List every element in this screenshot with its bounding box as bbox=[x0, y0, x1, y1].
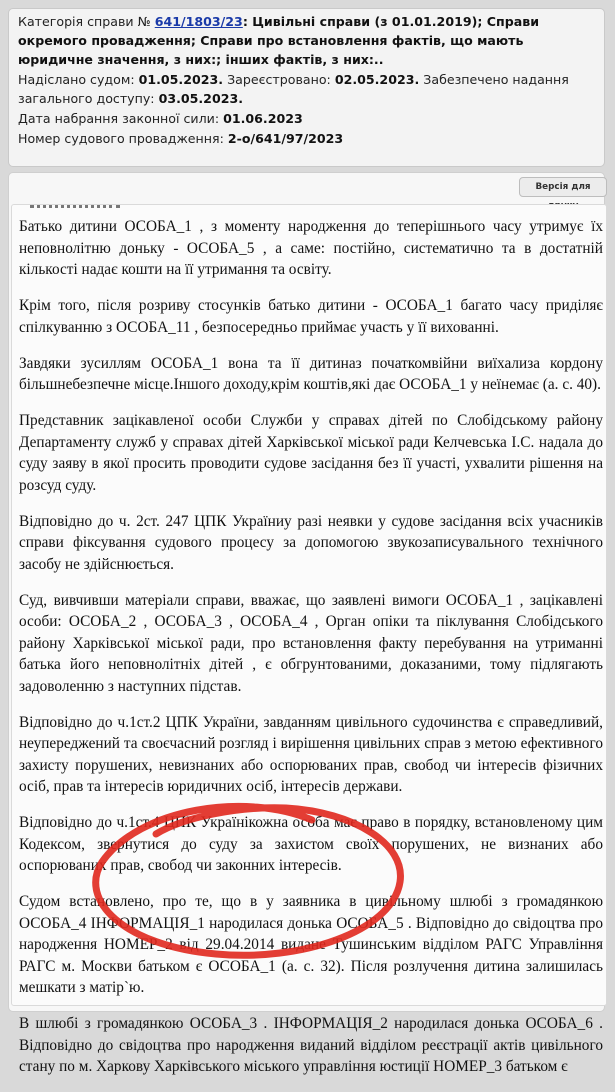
paragraph: Суд, вивчивши матеріали справи, вважає, що заявлені вимоги ОСОБА_1 , зацікавлені особи: ОСОБА_2 , ОСОБА_3 , ОСОБА_4 , Орган опіки та піклування Слобідського району Харківської міської ради, про встановлення факту перебування на утриманні батька його неповнолітніх дітей , є обгрунтованими, доказаними, тому підлягають задоволенню з наступних підстав. bbox=[19, 591, 603, 695]
clipped-text-fragment bbox=[30, 205, 120, 212]
paragraph: Відповідно до ч.1ст.2 ЦПК України, завданням цивільного судочинства є справедливий, неупереджений та своєчасний розгляд і вирішення цивільних справ з метою ефективного захисту порушених, невизнаних або оспорюваних прав, свобод чи інтересів фізичних осіб, прав та інтересів юридичних осіб, інтересів держави. bbox=[19, 713, 603, 795]
proceeding-number-line: Номер судового провадження: 2-о/641/97/2023 bbox=[18, 131, 344, 146]
document-body bbox=[19, 216, 603, 1092]
effective-date-line: Дата набрання законної сили: 01.06.2023 bbox=[18, 111, 303, 126]
case-meta bbox=[18, 12, 602, 149]
document-text-frame bbox=[11, 204, 607, 1075]
print-version-button[interactable]: Версія для bbox=[519, 177, 607, 197]
paragraph: Відповідно до ч.1ст.4 ЦПК Українікожна особа має право в порядку, встановленому цим Кодексом, звернутися до суду за захистом своїх порушених, не визнаних або оспорюваних прав, свобод чи законних інтересів. bbox=[19, 814, 603, 874]
paragraph: Завдяки зусиллям ОСОБА_1 вона та її дитиназ початкомвійни виїхализа кордону більшнебезпечне місце.Іншого доходу,крім коштів,які дає ОСОБА_1 у неїнемає (а. с. 40). bbox=[19, 354, 603, 393]
category-line: Категорія справи № 641/1803/23: Цивільні справи (з 01.01.2019); Справи окремого провадження; Справи про встановлення фактів, що мають юридичне значення, з них:; інших фактів, з них:.. bbox=[18, 14, 540, 67]
paragraph: Судом встановлено, про те, що в у заявника в цивільному шлюбі з громадянкою ОСОБА_4 ІНФОРМАЦІЯ_1 народилася донька ОСОБА_5 . Відповідно до свідоцтва про народження НОМЕР_2 від 29.04.2014 видане Тушинським відділом РАГС Управління РАГС м. Москви батьком є ОСОБА_1 (а. с. 32). Після розлучення дитина залишилась мешкати з матір`ю. bbox=[19, 893, 603, 996]
case-number-link[interactable]: 641/1803/23 bbox=[154, 14, 243, 29]
paragraph: В шлюбі з громадянкою ОСОБА_3 . ІНФОРМАЦІЯ_2 народилася донька ОСОБА_6 . Відповідно до свідоцтва про народження виданий відділом реєстрації актів цивільного стану по м. Харкову Харківського міського управління юстиції НОМЕР_3 батьком є bbox=[19, 1015, 603, 1075]
category-value: : Цивільні справи (з 01.01.2019); Справи окремого провадження; Справи про встановлення фактів, що мають юридичне значення, з них:; інших фактів, з них:.. bbox=[18, 14, 540, 67]
dates-line: Надіслано судом: 01.05.2023. Зареєстровано: 02.05.2023. Забезпечено надання загального доступу: 03.05.2023. bbox=[18, 72, 569, 106]
paragraph: Відповідно до ч. 2ст. 247 ЦПК Україниу разі неявки у судове засідання всіх учасників справи фіксування судового процесу за допомогою звукозаписувального технічного засобу не здійснюється. bbox=[19, 512, 603, 573]
paragraph: Крім того, після розриву стосунків батько дитини - ОСОБА_1 багато часу приділяє спілкуванню з ОСОБА_11 , безпосередньо приймає участь у її вихованні. bbox=[19, 297, 603, 336]
paragraph: Представник зацікавленої особи Служби у справах дітей по Слобідському району Департаменту служб у справах дітей Харківської міської ради Келчевська І.С. надала до суду заяву в якої просить проводити судове засідання без її участі, ухвалити рішення на розсуд суду. bbox=[19, 412, 603, 494]
paragraph: Батько дитини ОСОБА_1 , з моменту народження до теперішнього часу утримує їх неповнолітню доньку - ОСОБА_5 , а саме: постійно, систематично та в достатній кількості надає кошти на її утримання та освіту. bbox=[19, 218, 603, 278]
